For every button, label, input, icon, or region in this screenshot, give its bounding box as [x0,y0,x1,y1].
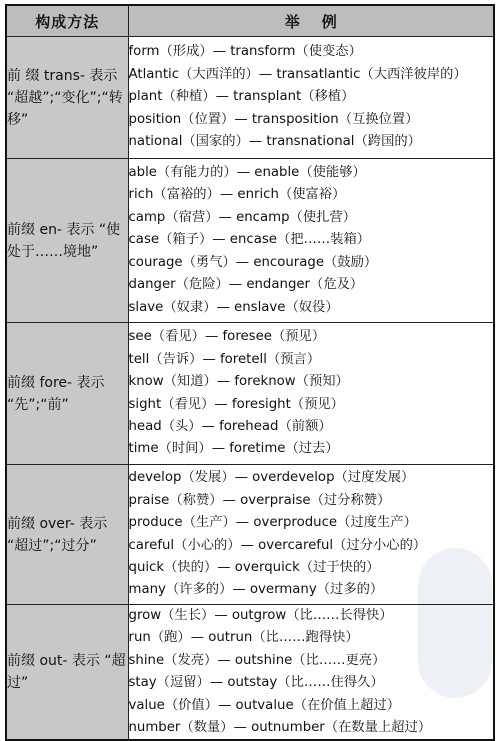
table-row [6,465,494,605]
example-line: national（国家的）— transnational（跨国的） [128,134,421,150]
example-line: danger（危险）— endanger（危及） [128,277,364,293]
example-line: able（有能力的）— enable（使能够） [128,165,366,181]
method-cell: 前缀 fore- 表示 “先”;“前” [6,323,128,465]
example-line: tell（告诉）— foretell（预言） [128,351,321,367]
example-line: case（箱子）— encase（把……装箱） [128,232,371,248]
table-row [6,605,494,741]
examples-cell [128,465,494,605]
example-line: shine（发亮）— outshine（比……更亮） [128,652,386,668]
example-line: sight（看见）— foresight（预见） [128,396,344,412]
example-line: time（时间）— foretime（过去） [128,441,339,457]
table-row [6,37,494,159]
example-line: rich（富裕的）— enrich（使富裕） [128,187,346,203]
header-row [6,5,494,37]
example-line: position（位置）— transposition（互换位置） [128,111,419,127]
header-method: 构成方法 [6,5,128,37]
example-line: praise（称赞）— overpraise（过分称赞） [128,492,391,508]
example-line: slave（奴隶）— enslave（奴役） [128,299,339,315]
example-line: head（头）— forehead（前额） [128,418,332,434]
example-line: careful（小心的）— overcareful（过分小心的） [128,537,427,553]
examples-cell [128,159,494,323]
method-cell: 前 缀 trans- 表示 “超越”;“变化”;“转移” [6,37,128,159]
method-cell: 前缀 en- 表示 “使处于……境地” [6,159,128,323]
example-line: plant（种植）— transplant（移植） [128,89,355,105]
example-line: form（形成）— transform（使变态） [128,44,362,60]
example-line: see（看见）— foresee（预见） [128,329,326,345]
example-line: many（许多的）— overmany（过多的） [128,582,384,598]
header-examples: 举例 [128,5,494,37]
example-line: value（价值）— outvalue（在价值上超过） [128,697,401,713]
method-cell: 前缀 over- 表示 “超过”;“过分” [6,465,128,605]
example-line: camp（宿营）— encamp（使扎营） [128,209,357,225]
table-row [6,159,494,323]
example-line: courage（勇气）— encourage（鼓励） [128,254,378,270]
examples-cell [128,605,494,741]
example-line: run（跑）— outrun（比……跑得快） [128,630,359,646]
example-line: Atlantic（大西洋的）— transatlantic（大西洋彼岸的） [128,66,467,82]
example-line: develop（发展）— overdevelop（过度发展） [128,470,415,486]
prefix-table [5,4,495,741]
example-line: produce（生产）— overproduce（过度生产） [128,515,417,531]
example-line: number（数量）— outnumber（在数量上超过） [128,720,432,736]
method-cell: 前缀 out- 表示 “超过” [6,605,128,741]
table-row [6,323,494,465]
example-line: know（知道）— foreknow（预知） [128,374,349,390]
example-line: quick（快的）— overquick（过于快的） [128,559,380,575]
examples-cell [128,323,494,465]
example-line: stay（逗留）— outstay（比……住得久） [128,675,384,691]
examples-cell [128,37,494,159]
example-line: grow（生长）— outgrow（比……长得快） [128,608,393,623]
